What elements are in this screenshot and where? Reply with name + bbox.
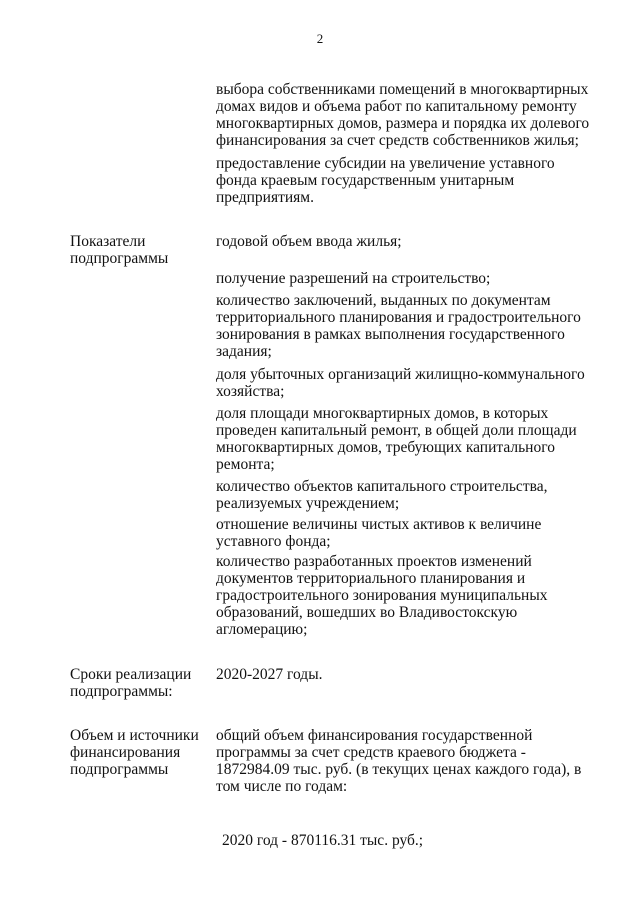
intro-paragraph-2 (216, 155, 608, 206)
text-line: документов территориального планирования и (216, 570, 526, 587)
text-line: задания; (216, 343, 272, 360)
text-line: градостроительного зонирования муниципальных (216, 587, 548, 604)
label-line: подпрограммы: (70, 683, 173, 700)
financing-label (70, 727, 210, 778)
intro-paragraph-1 (216, 81, 608, 149)
text-line: агломерацию; (216, 621, 308, 638)
text-line: доля убыточных организаций жилищно-коммунального (216, 366, 585, 383)
text-line: выбора собственниками помещений в многоквартирных (216, 81, 589, 98)
text-line: отношение величины чистых активов к величине (216, 516, 542, 533)
indicator-item (216, 233, 608, 250)
text-line: образований, вошедших во Владивостокскую (216, 604, 518, 621)
indicators-label (70, 233, 210, 267)
terms-label (70, 666, 210, 700)
label-line: Сроки реализации (70, 666, 192, 683)
text-line: реализуемых учреждением; (216, 495, 400, 512)
label-line: Показатели (70, 233, 146, 250)
indicator-item (216, 405, 608, 473)
text-line: предоставление субсидии на увеличение уставного (216, 155, 555, 172)
text-line: многоквартирных домов, размера и порядка их долевого (216, 115, 590, 132)
text-line: уставного фонда; (216, 533, 331, 550)
label-line: подпрограммы (70, 250, 169, 267)
text-line: получение разрешений на строительство; (216, 270, 491, 287)
indicator-item (216, 478, 608, 512)
text-line: домах видов и объема работ по капитальному ремонту (216, 98, 577, 115)
page-number: 2 (316, 31, 324, 46)
terms-value (216, 666, 608, 683)
text-line: ремонта; (216, 456, 275, 473)
financing-value (216, 727, 608, 795)
text-line: доля площади многоквартирных домов, в которых (216, 405, 549, 422)
text-line: общий объем финансирования государственной (216, 727, 533, 744)
indicator-item (216, 366, 608, 400)
text-line: 1872984.09 тыс. руб. (в текущих ценах каждого года), в (216, 761, 582, 778)
text-line: 2020-2027 годы. (216, 666, 323, 683)
text-line: территориального планирования и градостроительного (216, 309, 581, 326)
indicator-item (216, 292, 608, 360)
indicator-item (216, 270, 608, 287)
text-line: финансирования за счет средств собственников жилья; (216, 132, 579, 149)
text-line: программы за счет средств краевого бюджета - (216, 744, 526, 761)
text-line: хозяйства; (216, 383, 285, 400)
text-line: фонда краевым государственным унитарным (216, 172, 515, 189)
label-line: финансирования (70, 744, 181, 761)
text-line: том числе по годам: (216, 778, 348, 795)
text-line: предприятиям. (216, 189, 314, 206)
text-line: количество разработанных проектов изменений (216, 553, 532, 570)
text-line: 2020 год - 870116.31 тыс. руб.; (222, 832, 424, 849)
label-line: подпрограммы (70, 761, 169, 778)
text-line: многоквартирных домов, требующих капитального (216, 439, 555, 456)
indicator-item (216, 553, 608, 638)
financing-year-line (222, 832, 423, 849)
text-line: количество объектов капитального строительства, (216, 478, 548, 495)
text-line: годовой объем ввода жилья; (216, 233, 402, 250)
text-line: зонирования в рамках выполнения государственного (216, 326, 565, 343)
label-line: Объем и источники (70, 727, 199, 744)
text-line: проведен капитальный ремонт, в общей доли площади (216, 422, 577, 439)
indicator-item (216, 516, 608, 550)
text-line: количество заключений, выданных по документам (216, 292, 551, 309)
